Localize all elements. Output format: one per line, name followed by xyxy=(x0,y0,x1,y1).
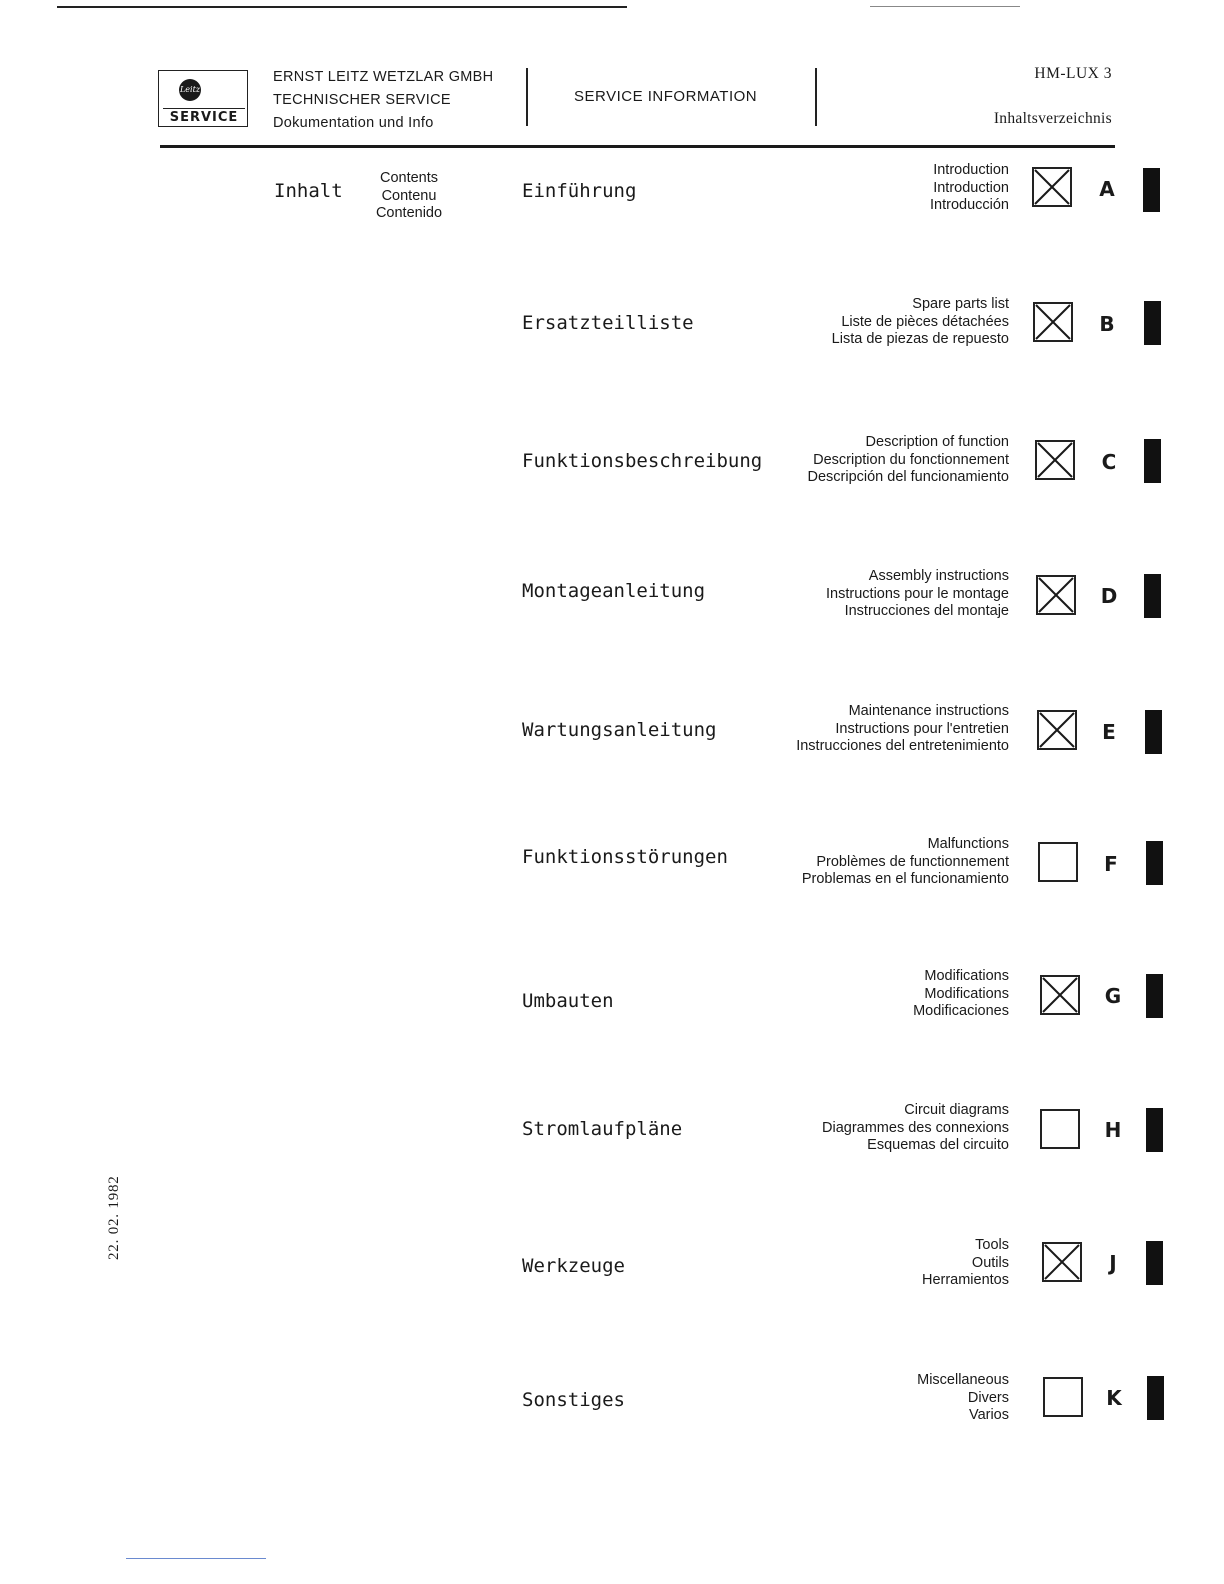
section-translations xyxy=(822,1102,1009,1155)
section-translations xyxy=(802,836,1009,889)
section-checkbox[interactable] xyxy=(1036,575,1076,615)
section-tab-marker xyxy=(1146,841,1163,885)
section-title-de: Einführung xyxy=(522,180,637,202)
section-row-h[interactable] xyxy=(0,1102,1224,1162)
section-row-b[interactable] xyxy=(0,296,1224,356)
section-checkbox[interactable] xyxy=(1038,842,1078,882)
translation-en: Tools xyxy=(975,1237,1009,1253)
translation-en: Miscellaneous xyxy=(917,1372,1009,1388)
section-tab-marker xyxy=(1143,168,1160,212)
section-translations xyxy=(796,703,1009,756)
checkbox-cross-mark xyxy=(1039,712,1075,748)
translation-es: Modificaciones xyxy=(913,1003,1009,1019)
section-checkbox[interactable] xyxy=(1043,1377,1083,1417)
checkbox-cross-mark xyxy=(1037,442,1073,478)
section-title-de: Umbauten xyxy=(522,990,614,1012)
translation-es: Instrucciones del montaje xyxy=(844,603,1009,619)
contents-fr: Contenu xyxy=(381,187,437,204)
translation-fr: Outils xyxy=(971,1254,1009,1271)
checkbox-cross-mark xyxy=(1038,577,1074,613)
section-checkbox[interactable] xyxy=(1032,167,1072,207)
model-name: HM-LUX 3 xyxy=(1034,65,1112,82)
section-title-de: Sonstiges xyxy=(522,1389,625,1411)
section-row-d[interactable] xyxy=(0,568,1224,628)
section-letter: G xyxy=(1104,984,1122,1008)
section-tab-marker xyxy=(1145,710,1162,754)
translation-es: Introducción xyxy=(930,197,1009,213)
translation-fr: Divers xyxy=(967,1389,1009,1406)
translation-en: Circuit diagrams xyxy=(904,1102,1009,1118)
translation-es: Problemas en el funcionamiento xyxy=(801,871,1009,887)
translation-fr: Description du fonctionnement xyxy=(813,451,1009,468)
section-translations xyxy=(913,968,1009,1021)
section-translations xyxy=(930,162,1009,215)
translation-en: Description of function xyxy=(865,434,1009,450)
section-title-de: Funktionsstörungen xyxy=(522,846,728,868)
translation-es: Esquemas del circuito xyxy=(867,1137,1009,1153)
translation-fr: Diagrammes des connexions xyxy=(822,1119,1009,1136)
translation-en: Maintenance instructions xyxy=(848,703,1009,719)
section-checkbox[interactable] xyxy=(1040,975,1080,1015)
section-letter: F xyxy=(1104,852,1118,876)
section-checkbox[interactable] xyxy=(1035,440,1075,480)
logo-service-word: SERVICE xyxy=(163,108,245,125)
section-checkbox[interactable] xyxy=(1042,1242,1082,1282)
section-letter: A xyxy=(1099,177,1115,201)
header-rule xyxy=(160,145,1115,148)
translation-en: Spare parts list xyxy=(912,296,1009,312)
section-row-c[interactable] xyxy=(0,434,1224,494)
section-row-k[interactable] xyxy=(0,1372,1224,1432)
section-title-de: Funktionsbeschreibung xyxy=(522,450,763,472)
section-tab-marker xyxy=(1146,1108,1163,1152)
service-information-title: SERVICE INFORMATION xyxy=(574,88,758,105)
section-row-j[interactable] xyxy=(0,1237,1224,1297)
translation-fr: Instructions pour l'entretien xyxy=(835,720,1009,737)
translation-en: Modifications xyxy=(924,968,1009,984)
section-row-g[interactable] xyxy=(0,968,1224,1028)
section-letter: C xyxy=(1101,450,1117,474)
document-title: Inhaltsverzeichnis xyxy=(993,110,1112,127)
translation-es: Instrucciones del entretenimiento xyxy=(796,738,1009,754)
bottom-rule xyxy=(126,1558,266,1559)
section-checkbox[interactable] xyxy=(1037,710,1077,750)
company-department: TECHNISCHER SERVICE xyxy=(273,92,451,108)
section-checkbox[interactable] xyxy=(1040,1109,1080,1149)
section-letter: B xyxy=(1099,312,1115,336)
checkbox-cross-mark xyxy=(1034,169,1070,205)
section-title-de: Werkzeuge xyxy=(522,1255,625,1277)
section-title-de: Montageanleitung xyxy=(522,580,706,602)
section-letter: D xyxy=(1100,584,1118,608)
section-tab-marker xyxy=(1146,1241,1163,1285)
checkbox-cross-mark xyxy=(1035,304,1071,340)
translation-en: Assembly instructions xyxy=(868,568,1009,584)
translation-es: Lista de piezas de repuesto xyxy=(831,331,1009,347)
section-translations xyxy=(917,1372,1009,1425)
section-row-e[interactable] xyxy=(0,703,1224,763)
section-translations xyxy=(826,568,1009,621)
header-divider-right xyxy=(815,68,817,126)
translation-fr: Liste de pièces détachées xyxy=(841,313,1009,330)
header-divider-left xyxy=(526,68,528,126)
leitz-logo-icon: Leitz xyxy=(179,79,201,101)
section-tab-marker xyxy=(1147,1376,1164,1420)
company-block xyxy=(273,66,493,135)
contents-en: Contents xyxy=(379,170,439,186)
section-row-a[interactable] xyxy=(0,162,1224,222)
section-title-de: Ersatzteilliste xyxy=(522,312,694,334)
section-row-f[interactable] xyxy=(0,836,1224,896)
section-letter: J xyxy=(1109,1251,1117,1275)
section-tab-marker xyxy=(1146,974,1163,1018)
translation-es: Herramientos xyxy=(921,1272,1009,1288)
translation-es: Descripción del funcionamiento xyxy=(807,469,1009,485)
section-tab-marker xyxy=(1144,301,1161,345)
section-letter: H xyxy=(1104,1118,1122,1142)
section-translations xyxy=(808,434,1010,487)
section-letter: E xyxy=(1102,720,1116,744)
section-translations xyxy=(832,296,1009,349)
company-subtitle: Dokumentation und Info xyxy=(273,115,434,131)
section-letter: K xyxy=(1106,1386,1122,1410)
document-date: 22. 02. 1982 xyxy=(106,1175,122,1260)
translation-en: Malfunctions xyxy=(927,836,1009,852)
section-tab-marker xyxy=(1144,574,1161,618)
translation-fr: Instructions pour le montage xyxy=(826,585,1009,602)
translation-fr: Problèmes de functionnement xyxy=(816,853,1009,870)
section-checkbox[interactable] xyxy=(1033,302,1073,342)
section-translations xyxy=(922,1237,1009,1290)
leitz-service-logo xyxy=(158,70,248,127)
translation-fr: Modifications xyxy=(924,985,1009,1002)
company-name: ERNST LEITZ WETZLAR GMBH xyxy=(273,69,494,85)
checkbox-cross-mark xyxy=(1042,977,1078,1013)
translation-es: Varios xyxy=(968,1407,1009,1423)
translation-en: Introduction xyxy=(933,162,1009,178)
section-tab-marker xyxy=(1144,439,1161,483)
contents-heading-de: Inhalt xyxy=(274,180,343,202)
section-title-de: Wartungsanleitung xyxy=(522,719,717,741)
contents-es: Contenido xyxy=(375,205,443,221)
top-rule xyxy=(57,6,627,8)
checkbox-cross-mark xyxy=(1044,1244,1080,1280)
section-title-de: Stromlaufpläne xyxy=(522,1118,683,1140)
top-rule-right xyxy=(870,6,1020,7)
translation-fr: Introduction xyxy=(933,179,1009,196)
